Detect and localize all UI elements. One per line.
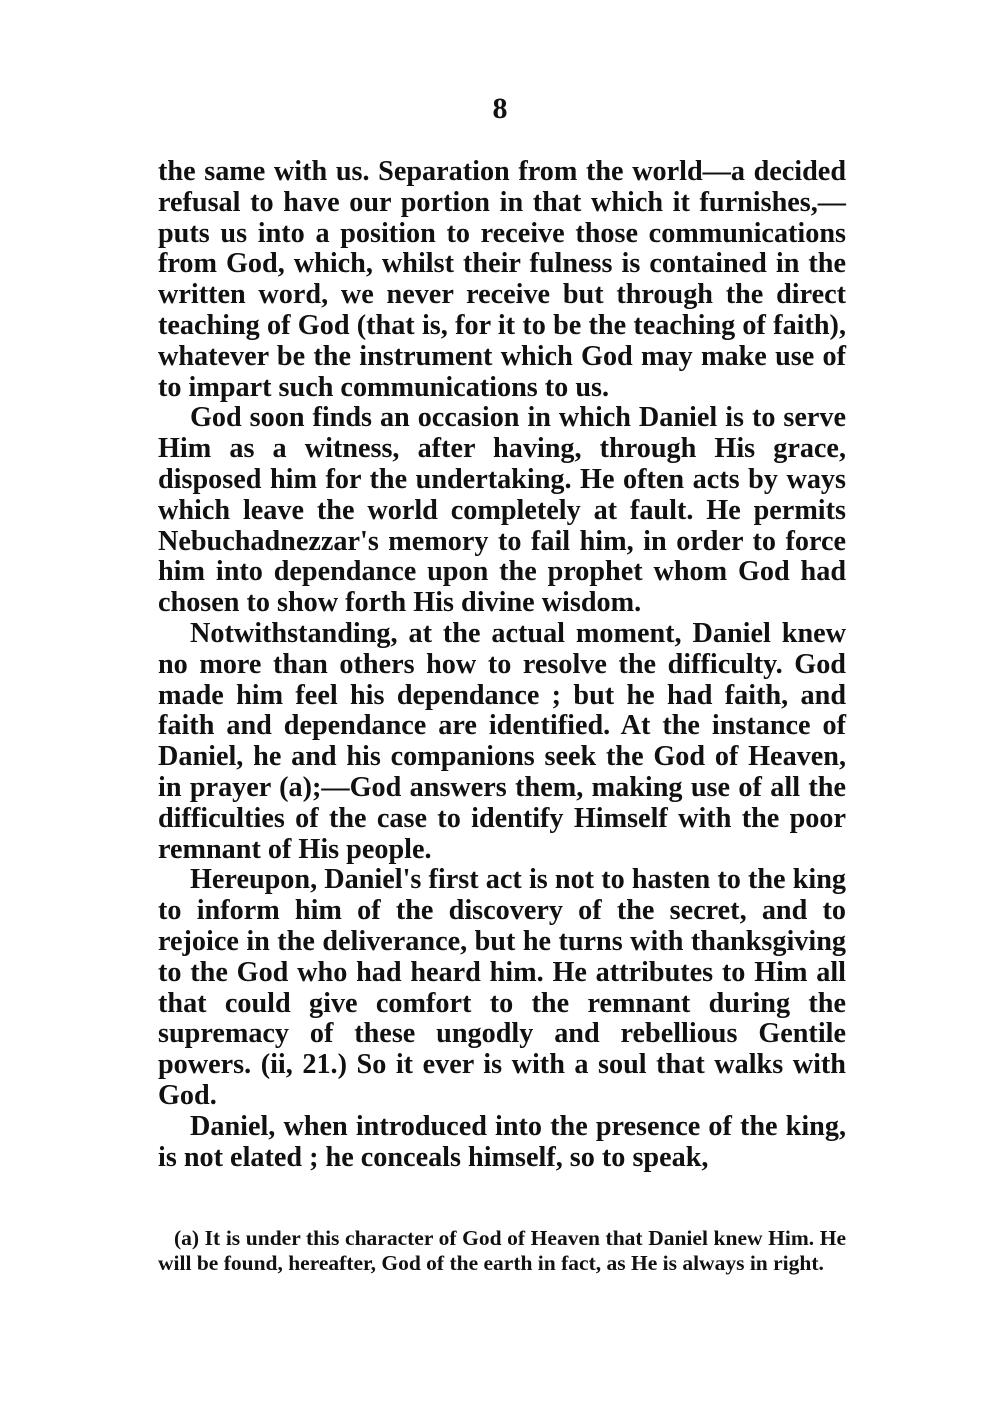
paragraph-3: Notwithstanding, at the actual moment, Daniel knew no more than others how to resolve the difficulty. God made him feel his dependance ; but he had faith, and faith and dependance are identified. At the instance of Daniel, he and his companions seek the God of Heaven, in prayer (a);—God answers them, making use of all the difficulties of the case to identify Himself with the poor remnant of His people. [158, 617, 846, 865]
page-number: 8 [492, 92, 508, 125]
footnote: (a) It is under this character of God of Heaven that Daniel knew Him. He will be found, hereafter, God of the earth in fact, as He is always in right. [158, 1226, 846, 1275]
paragraph-1: the same with us. Separation from the world—a decided refusal to have our portion in that which it furnishes,—puts us into a position to receive those communications from God, which, whilst their fulness is contained in the written word, we never receive but through the direct teaching of God (that is, for it to be the teaching of faith), whatever be the instrument which God may make use of to impart such communications to us. [158, 156, 846, 403]
paragraph-4: Hereupon, Daniel's first act is not to hasten to the king to inform him of the discovery of the secret, and to rejoice in the deliverance, but he turns with thanksgiving to the God who had heard him. He attributes to Him all that could give comfort to the remnant during the supremacy of these ungodly and rebellious Gentile powers. (ii, 21.) So it ever is with a soul that walks with God. [158, 864, 846, 1111]
paragraph-2: God soon finds an occasion in which Daniel is to serve Him as a witness, after having, through His grace, disposed him for the undertaking. He often acts by ways which leave the world completely at fault. He permits Nebuchadnezzar's memory to fail him, in order to force him into dependance upon the prophet whom God had chosen to show forth His divine wisdom. [158, 402, 846, 619]
body-text [158, 157, 846, 1173]
paragraph-5: Daniel, when introduced into the presence of the king, is not elated ; he conceals himself, so to speak, [158, 1110, 846, 1173]
